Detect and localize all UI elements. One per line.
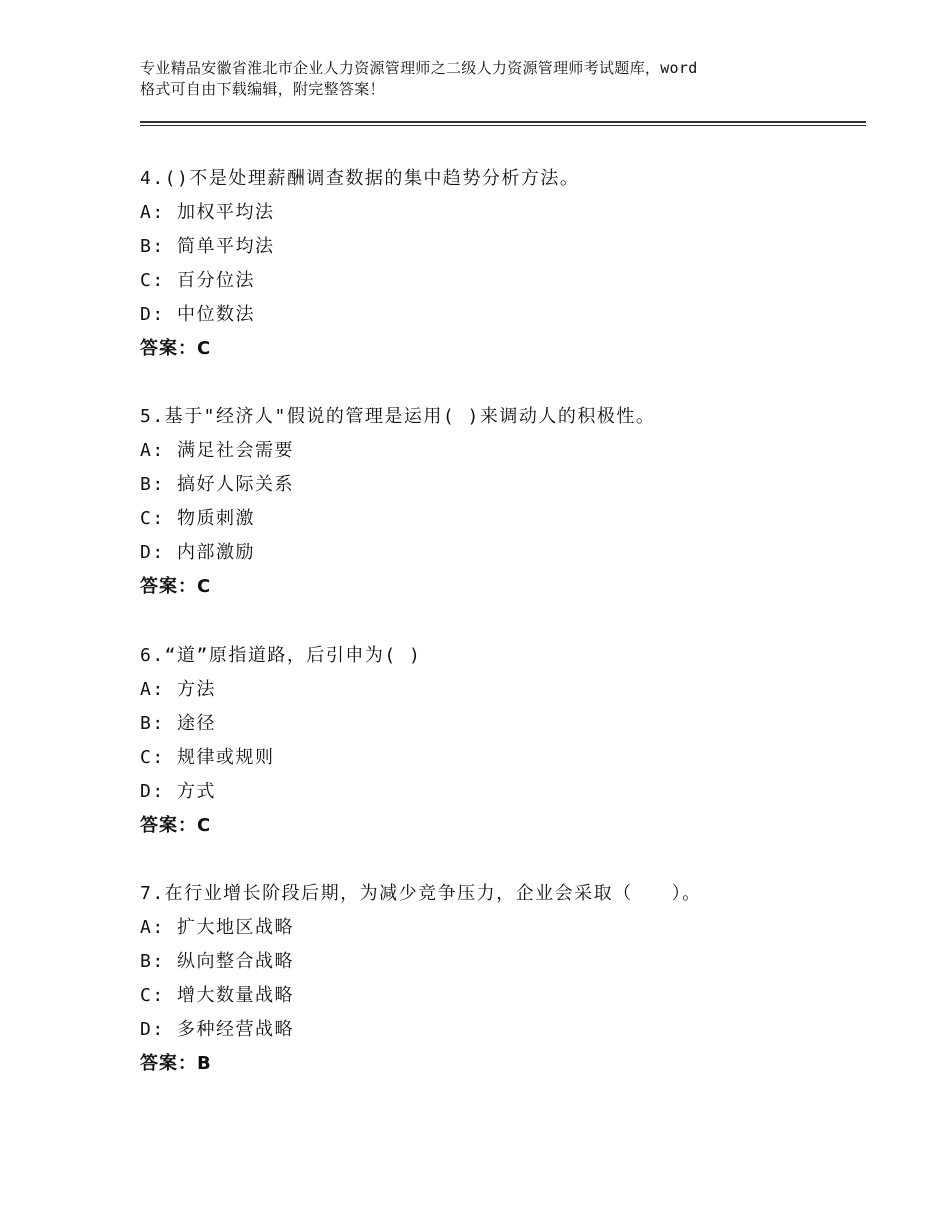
question-block-4 — [140, 162, 866, 366]
header-line-2: 格式可自由下载编辑，附完整答案！ — [140, 80, 385, 98]
option-c: C: 百分位法 — [140, 270, 256, 291]
option-b: B: 途径 — [140, 713, 217, 734]
header-divider-thin — [140, 125, 866, 126]
option-a: A: 扩大地区战略 — [140, 917, 295, 938]
question-block-7 — [140, 877, 866, 1081]
option-a: A: 加权平均法 — [140, 202, 275, 223]
question-block-5 — [140, 400, 866, 604]
option-b: B: 搞好人际关系 — [140, 474, 295, 495]
option-b: B: 纵向整合战略 — [140, 951, 295, 972]
option-a: A: 满足社会需要 — [140, 440, 295, 461]
option-a: A: 方法 — [140, 679, 217, 700]
header-line-1: 专业精品安徽省淮北市企业人力资源管理师之二级人力资源管理师考试题库，word — [140, 59, 698, 77]
option-d: D: 中位数法 — [140, 304, 256, 325]
header-divider-thick — [140, 121, 866, 123]
question-stem: 6.“道”原指道路，后引申为( ) — [140, 645, 422, 666]
option-c: C: 规律或规则 — [140, 747, 275, 768]
document-header — [140, 58, 840, 100]
answer-line: 答案：C — [140, 338, 212, 359]
question-block-6 — [140, 639, 866, 843]
option-d: D: 方式 — [140, 781, 217, 802]
question-stem: 4.()不是处理薪酬调查数据的集中趋势分析方法。 — [140, 168, 580, 189]
question-stem: 7.在行业增长阶段后期，为减少竞争压力，企业会采取（ ）。 — [140, 883, 702, 904]
answer-line: 答案：C — [140, 576, 212, 597]
option-d: D: 内部激励 — [140, 542, 256, 563]
answer-line: 答案：B — [140, 1053, 212, 1074]
option-c: C: 物质刺激 — [140, 508, 256, 529]
option-c: C: 增大数量战略 — [140, 985, 295, 1006]
question-stem: 5.基于"经济人"假说的管理是运用( )来调动人的积极性。 — [140, 406, 656, 427]
option-b: B: 简单平均法 — [140, 236, 275, 257]
option-d: D: 多种经营战略 — [140, 1019, 295, 1040]
answer-line: 答案：C — [140, 815, 212, 836]
